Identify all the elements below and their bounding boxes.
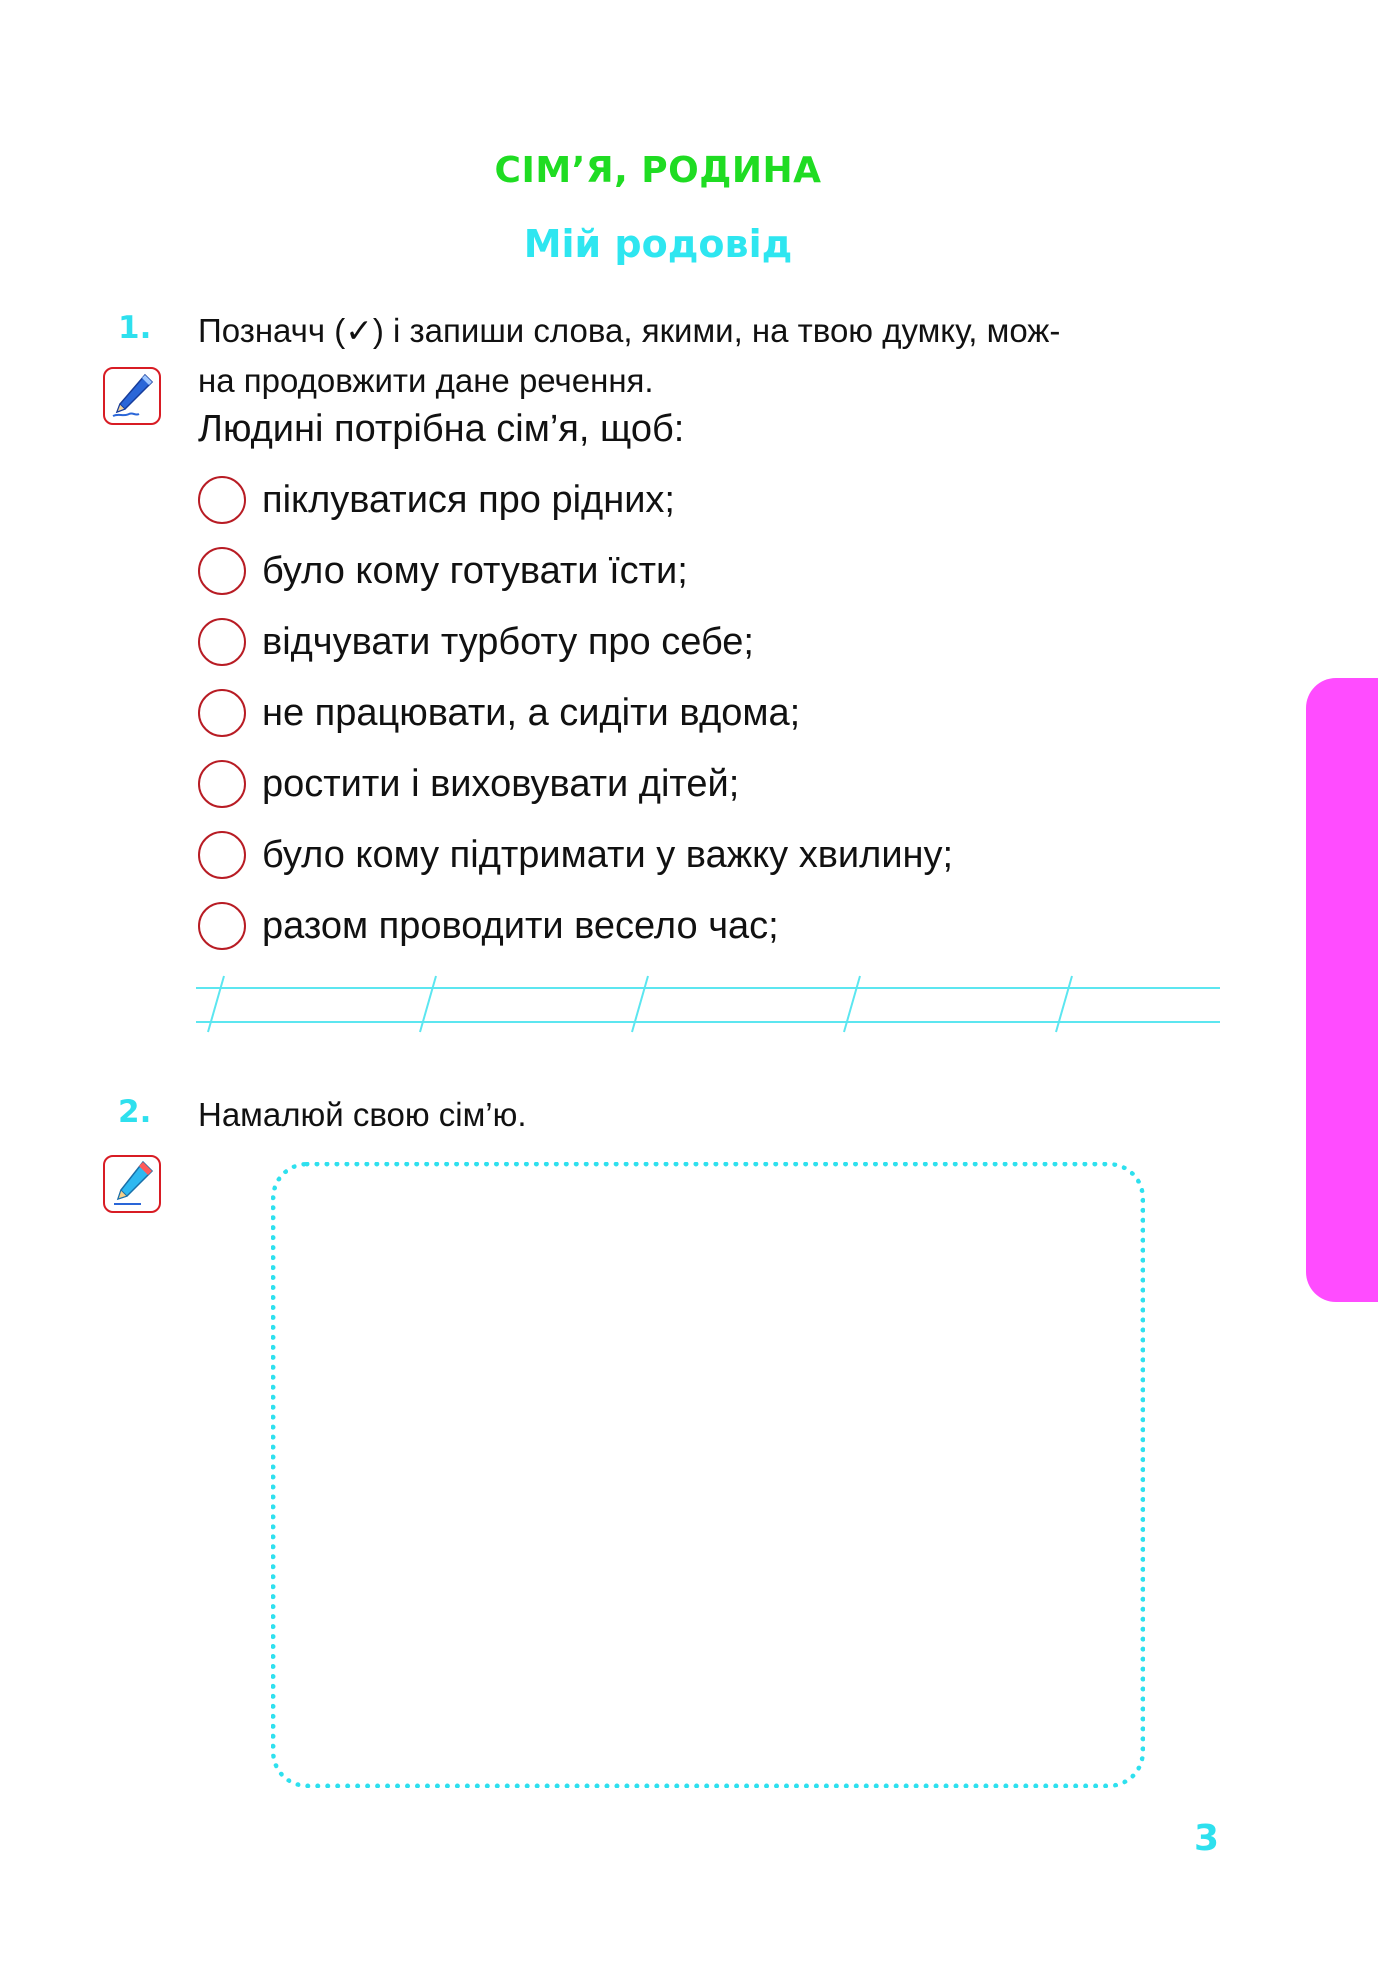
checkbox-circle[interactable] — [198, 547, 246, 595]
option-label: ростити і виховувати дітей; — [262, 762, 740, 805]
task1-number: 1. — [118, 310, 152, 346]
task1-intro: Людині потрібна сім’я, щоб: — [198, 408, 685, 450]
section-title: СІМ’Я, РОДИНА — [494, 150, 822, 191]
writing-lines[interactable] — [196, 970, 1222, 1034]
task1-instruction-line2: на продовжити дане речення. — [198, 362, 654, 399]
checkbox-circle[interactable] — [198, 689, 246, 737]
side-tab — [1306, 678, 1378, 1302]
task2-instruction: Намалюй свою сім’ю. — [198, 1096, 527, 1133]
option-label: відчувати турботу про себе; — [262, 620, 754, 663]
list-item — [198, 472, 675, 528]
checkbox-circle[interactable] — [198, 831, 246, 879]
checkbox-circle[interactable] — [198, 760, 246, 808]
list-item — [198, 685, 800, 741]
pen-writing-icon — [103, 367, 161, 425]
lesson-title: Мій родовід — [523, 222, 793, 266]
list-item — [198, 898, 779, 954]
list-item — [198, 827, 953, 883]
option-label: було кому готувати їсти; — [262, 549, 688, 592]
drawing-area[interactable] — [271, 1162, 1145, 1788]
option-label: разом проводити весело час; — [262, 904, 779, 947]
list-item — [198, 543, 688, 599]
checkbox-circle[interactable] — [198, 902, 246, 950]
pencil-drawing-icon — [103, 1155, 161, 1213]
task1-instruction-line1: Позначч (✓) і запиши слова, якими, на твою думку, мож- — [198, 312, 1061, 349]
checkbox-circle[interactable] — [198, 476, 246, 524]
option-label: не працювати, а сидіти вдома; — [262, 691, 801, 734]
list-item — [198, 614, 754, 670]
option-label: було кому підтримати у важку хвилину; — [262, 833, 954, 876]
list-item — [198, 756, 739, 812]
option-label: піклуватися про рідних; — [262, 478, 675, 521]
task2-number: 2. — [118, 1094, 152, 1130]
page-number: 3 — [1194, 1818, 1220, 1859]
checkbox-circle[interactable] — [198, 618, 246, 666]
